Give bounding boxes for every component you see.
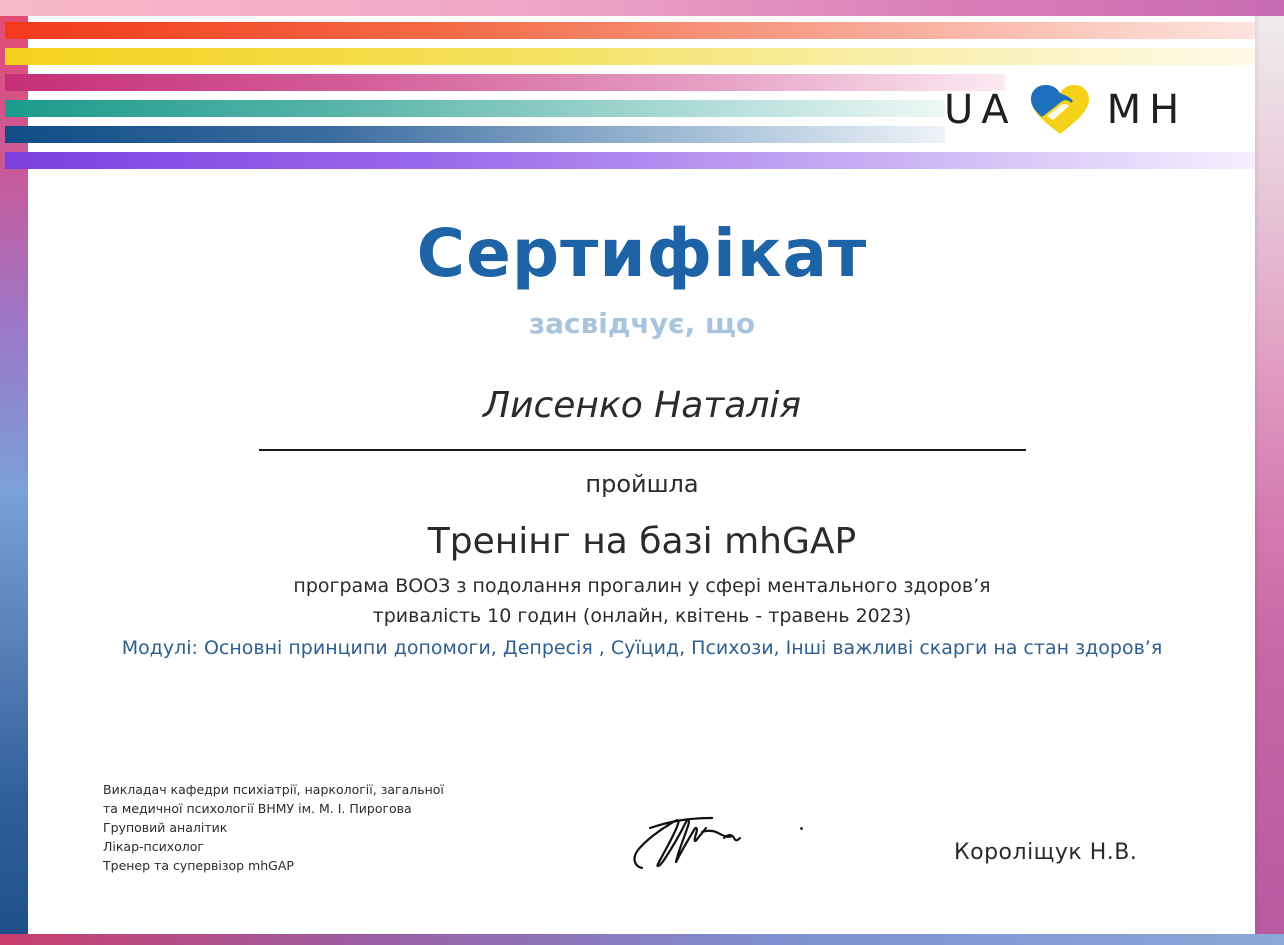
logo-text-mh: MH [1106,87,1188,133]
heart-handshake-icon [1027,82,1093,138]
passed-text: пройшла [585,470,699,498]
frame-bottom-border [0,934,1284,945]
ua-mh-logo [944,80,1204,140]
stripe-teal [5,100,945,117]
frame-top-border [0,0,1284,16]
program-description: програма ВООЗ з подолання прогалин у сфері ментального здоров’я [293,575,991,597]
recipient-underline [259,449,1026,451]
credential-line: Лікар-психолог [103,839,204,854]
handwritten-signature [628,808,758,874]
certificate-subtitle: засвідчує, що [528,307,756,340]
stripe-yellow [5,48,1255,65]
training-title: Тренінг на базі mhGAP [427,521,857,562]
credential-line: та медичної психології ВНМУ ім. М. І. Пирогова [103,801,412,816]
training-duration: тривалість 10 годин (онлайн, квітень - травень 2023) [372,605,912,627]
credential-line: Тренер та супервізор mhGAP [103,858,294,873]
stripe-violet [5,152,1255,169]
stripe-navy [5,126,945,143]
stripe-red [5,22,1255,39]
signature-dot [800,827,803,830]
training-modules: Модулі: Основні принципи допомоги, Депресія , Суїцид, Психози, Інші важливі скарги на стан здоров’я [121,637,1163,659]
signatory-credentials [103,780,523,875]
signatory-name: Королiщук Н.В. [954,840,1138,865]
recipient-name: Лисенко Наталія [483,385,801,426]
certificate-title: Сертифікат [416,215,868,292]
credential-line: Викладач кафедри психіатрії, наркології, загальної [103,782,444,797]
credential-line: Груповий аналітик [103,820,228,835]
logo-text-ua: UA [944,87,1017,133]
stripe-magenta [5,74,1005,91]
